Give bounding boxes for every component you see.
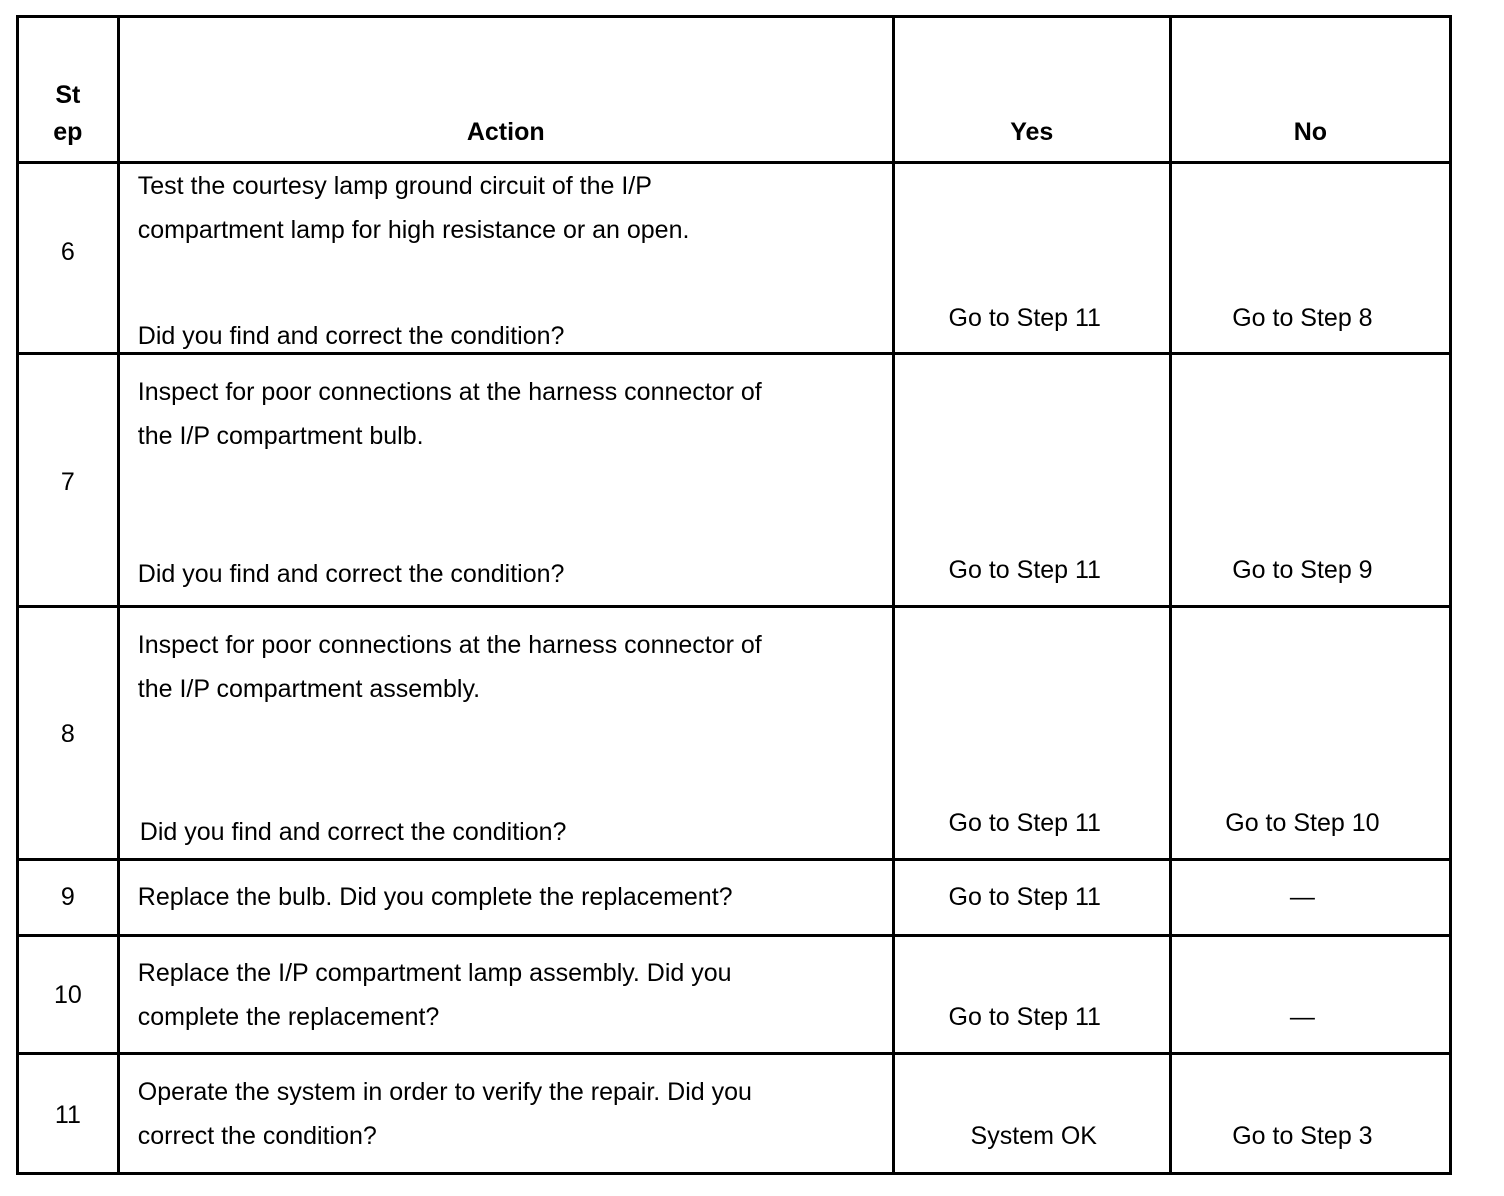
step-cell — [18, 860, 119, 936]
action-line: Operate the system in order to verify the repair. Did you — [137, 1078, 752, 1106]
step-number: 8 — [60, 720, 75, 748]
action-line: Replace the bulb. Did you complete the replacement? — [137, 883, 733, 911]
step-cell — [18, 1054, 119, 1174]
action-cell — [118, 860, 893, 936]
step-number: 9 — [60, 883, 75, 911]
yes-result: Go to Step 11 — [948, 304, 1101, 332]
action-instruction — [138, 875, 882, 919]
action-line: the I/P compartment bulb. — [137, 422, 424, 450]
action-cell — [118, 163, 893, 354]
header-step-line1: St — [55, 81, 81, 109]
step-number: 10 — [53, 981, 82, 1009]
yes-result: Go to Step 11 — [948, 1003, 1101, 1031]
step-number: 7 — [60, 468, 75, 496]
action-line: Inspect for poor connections at the harness connector of — [137, 378, 762, 406]
diagnostic-steps-table — [16, 15, 1452, 1175]
no-cell — [1170, 163, 1450, 354]
diagnostic-table-document — [16, 15, 1452, 1175]
table-row — [18, 936, 1451, 1054]
no-result: Go to Step 9 — [1232, 556, 1373, 584]
action-question: Did you find and correct the condition? — [137, 322, 565, 350]
no-cell — [1170, 607, 1450, 860]
header-action-label: Action — [466, 118, 545, 146]
no-result: — — [1289, 883, 1315, 911]
action-line: compartment lamp for high resistance or an open. — [137, 216, 690, 244]
action-cell — [118, 354, 893, 607]
action-instruction — [138, 164, 882, 252]
no-cell — [1170, 354, 1450, 607]
action-line: complete the replacement? — [137, 1003, 440, 1031]
no-cell — [1170, 1054, 1450, 1174]
yes-cell — [893, 354, 1170, 607]
action-question: Did you find and correct the condition? — [139, 818, 567, 846]
yes-cell — [893, 607, 1170, 860]
no-result: Go to Step 3 — [1232, 1122, 1373, 1150]
header-no — [1170, 17, 1450, 163]
yes-cell — [893, 936, 1170, 1054]
step-number: 6 — [60, 238, 75, 266]
action-cell — [118, 936, 893, 1054]
yes-cell — [893, 163, 1170, 354]
table-header-row — [18, 17, 1451, 163]
header-yes — [893, 17, 1170, 163]
step-cell — [18, 936, 119, 1054]
yes-result: Go to Step 11 — [948, 809, 1101, 837]
action-line: Replace the I/P compartment lamp assembly. Did you — [137, 959, 732, 987]
header-step-line2: ep — [53, 118, 83, 146]
action-instruction — [138, 951, 882, 1039]
no-cell — [1170, 860, 1450, 936]
yes-result: Go to Step 11 — [948, 556, 1101, 584]
table-row — [18, 607, 1451, 860]
step-cell — [18, 607, 119, 860]
header-yes-label: Yes — [1010, 118, 1054, 146]
step-cell — [18, 163, 119, 354]
step-number: 11 — [54, 1101, 81, 1129]
yes-cell — [893, 860, 1170, 936]
table-row — [18, 860, 1451, 936]
header-no-label: No — [1293, 118, 1328, 146]
header-step — [18, 17, 119, 163]
table-row — [18, 163, 1451, 354]
action-line: Inspect for poor connections at the harness connector of — [137, 631, 762, 659]
no-result: Go to Step 10 — [1225, 809, 1380, 837]
action-instruction — [138, 370, 882, 458]
action-line: the I/P compartment assembly. — [137, 675, 481, 703]
header-action — [118, 17, 893, 163]
yes-result: System OK — [970, 1122, 1097, 1150]
action-instruction — [138, 623, 882, 711]
yes-result: Go to Step 11 — [948, 883, 1101, 911]
action-question: Did you find and correct the condition? — [137, 560, 565, 588]
yes-cell — [893, 1054, 1170, 1174]
table-row — [18, 1054, 1451, 1174]
action-line: correct the condition? — [137, 1122, 377, 1150]
step-cell — [18, 354, 119, 607]
no-result: Go to Step 8 — [1232, 304, 1373, 332]
action-line: Test the courtesy lamp ground circuit of the I/P — [137, 172, 652, 200]
table-row — [18, 354, 1451, 607]
action-cell — [118, 1054, 893, 1174]
action-cell — [118, 607, 893, 860]
action-instruction — [138, 1070, 882, 1158]
no-cell — [1170, 936, 1450, 1054]
no-result: — — [1289, 1003, 1315, 1031]
